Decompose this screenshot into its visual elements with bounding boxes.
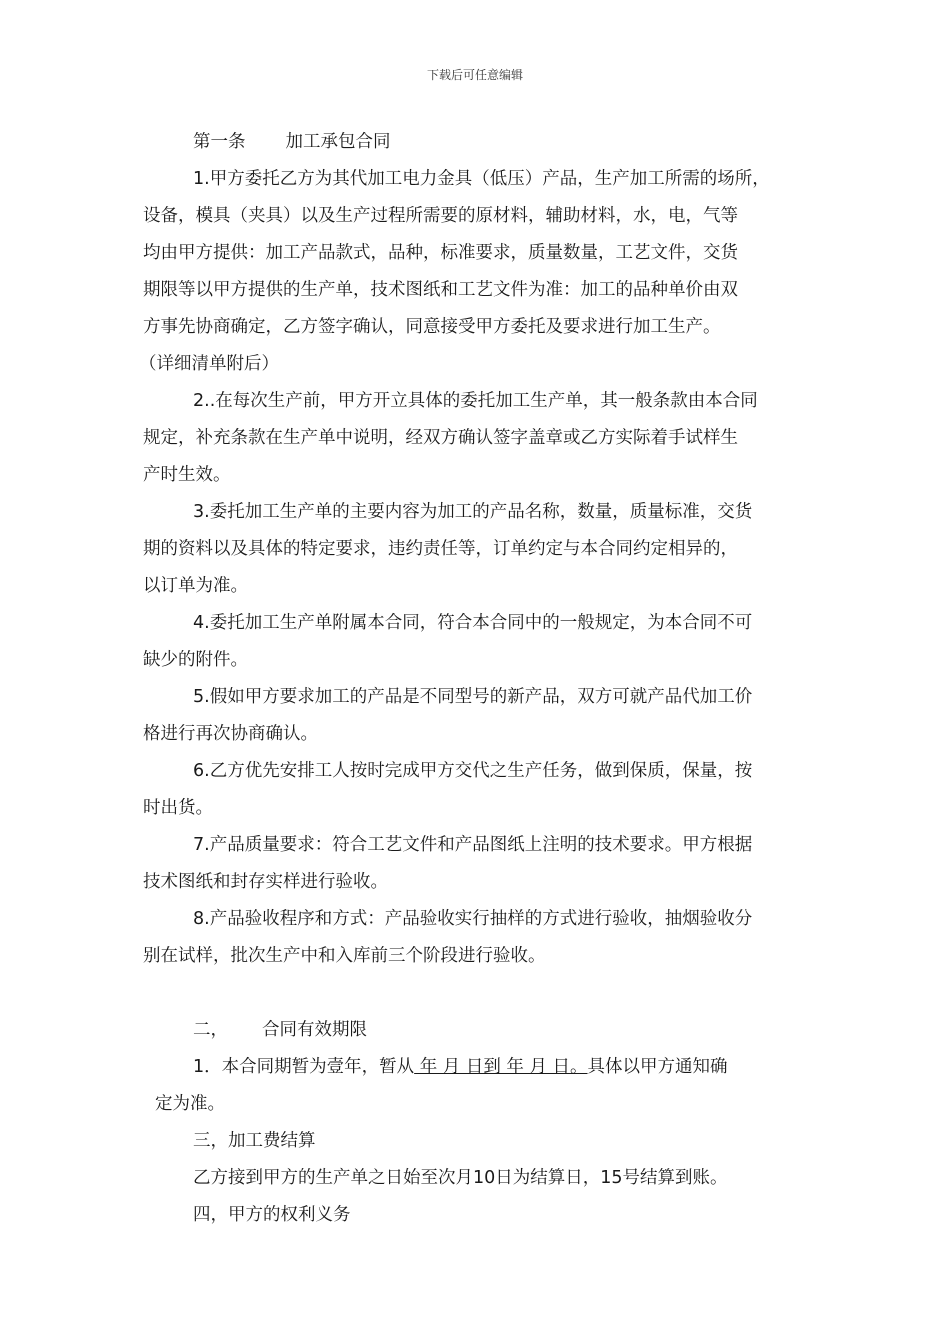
clause-8-line: 8.产品验收程序和方式：产品验收实行抽样的方式进行验收，抽烟验收分	[193, 909, 753, 929]
article-2-heading	[143, 1012, 808, 1049]
article-2-number: 二，	[193, 1020, 228, 1040]
article-4-heading: 四，甲方的权利义务	[193, 1205, 351, 1225]
term-line-cont: 定为准。	[155, 1094, 225, 1114]
clause-5-line: 5.假如甲方要求加工的产品是不同型号的新产品，双方可就产品代加工价	[193, 687, 753, 707]
clause-6-line: 6.乙方优先安排工人按时完成甲方交代之生产任务，做到保质，保量，按	[193, 761, 753, 781]
term-date-blank: 年 月 日到 年 月 日。	[414, 1057, 588, 1077]
clause-2-line: 产时生效。	[143, 465, 231, 485]
clause-1-line: 均由甲方提供：加工产品款式，品种，标准要求，质量数量，工艺文件，交货	[143, 243, 738, 263]
article-1-title	[143, 124, 808, 161]
clause-5-line: 格进行再次协商确认。	[143, 724, 318, 744]
page-header-note: 下载后可任意编辑	[426, 68, 523, 82]
clause-1-line: 期限等以甲方提供的生产单，技术图纸和工艺文件为准：加工的品种单价由双	[143, 280, 738, 300]
clause-3-line: 3.委托加工生产单的主要内容为加工的产品名称，数量，质量标准，交货	[193, 502, 753, 522]
clause-2-line: 规定，补充条款在生产单中说明，经双方确认签字盖章或乙方实际着手试样生	[143, 428, 738, 448]
clause-8-line: 别在试样，批次生产中和入库前三个阶段进行验收。	[143, 946, 546, 966]
document-body	[139, 124, 808, 1234]
clause-1-line: （详细清单附后）	[139, 354, 279, 374]
clause-7-line: 7.产品质量要求：符合工艺文件和产品图纸上注明的技术要求。甲方根据	[193, 835, 753, 855]
clause-1-line: 设备，模具（夹具）以及生产过程所需要的原材料，辅助材料，水，电，气等	[143, 206, 738, 226]
article-3-heading: 三，加工费结算	[193, 1131, 316, 1151]
clause-1-line: 方事先协商确定，乙方签字确认，同意接受甲方委托及要求进行加工生产。	[143, 317, 721, 337]
settlement-text: 乙方接到甲方的生产单之日始至次月10日为结算日，15号结算到账。	[193, 1168, 728, 1188]
clause-6-line: 时出货。	[143, 798, 213, 818]
clause-4-line: 4.委托加工生产单附属本合同，符合本合同中的一般规定，为本合同不可	[193, 613, 753, 633]
clause-3-line: 以订单为准。	[143, 576, 248, 596]
clause-7-line: 技术图纸和封存实样进行验收。	[143, 872, 388, 892]
clause-4-line: 缺少的附件。	[143, 650, 248, 670]
clause-1-line: 1.甲方委托乙方为其代加工电力金具（低压）产品，生产加工所需的场所，	[193, 169, 770, 189]
article-1-name: 加工承包合同	[285, 132, 391, 152]
term-text-end: 具体以甲方通知确	[587, 1057, 728, 1077]
clause-2-line: 2..在每次生产前，甲方开立具体的委托加工生产单，其一般条款由本合同	[193, 391, 758, 411]
term-text-start: 1．本合同期暂为壹年，暂从	[193, 1057, 415, 1077]
article-2-name: 合同有效期限	[262, 1020, 367, 1040]
term-line	[143, 1049, 808, 1086]
clause-3-line: 期的资料以及具体的特定要求，违约责任等，订单约定与本合同约定相异的，	[143, 539, 738, 559]
article-1-number: 第一条	[193, 132, 246, 152]
